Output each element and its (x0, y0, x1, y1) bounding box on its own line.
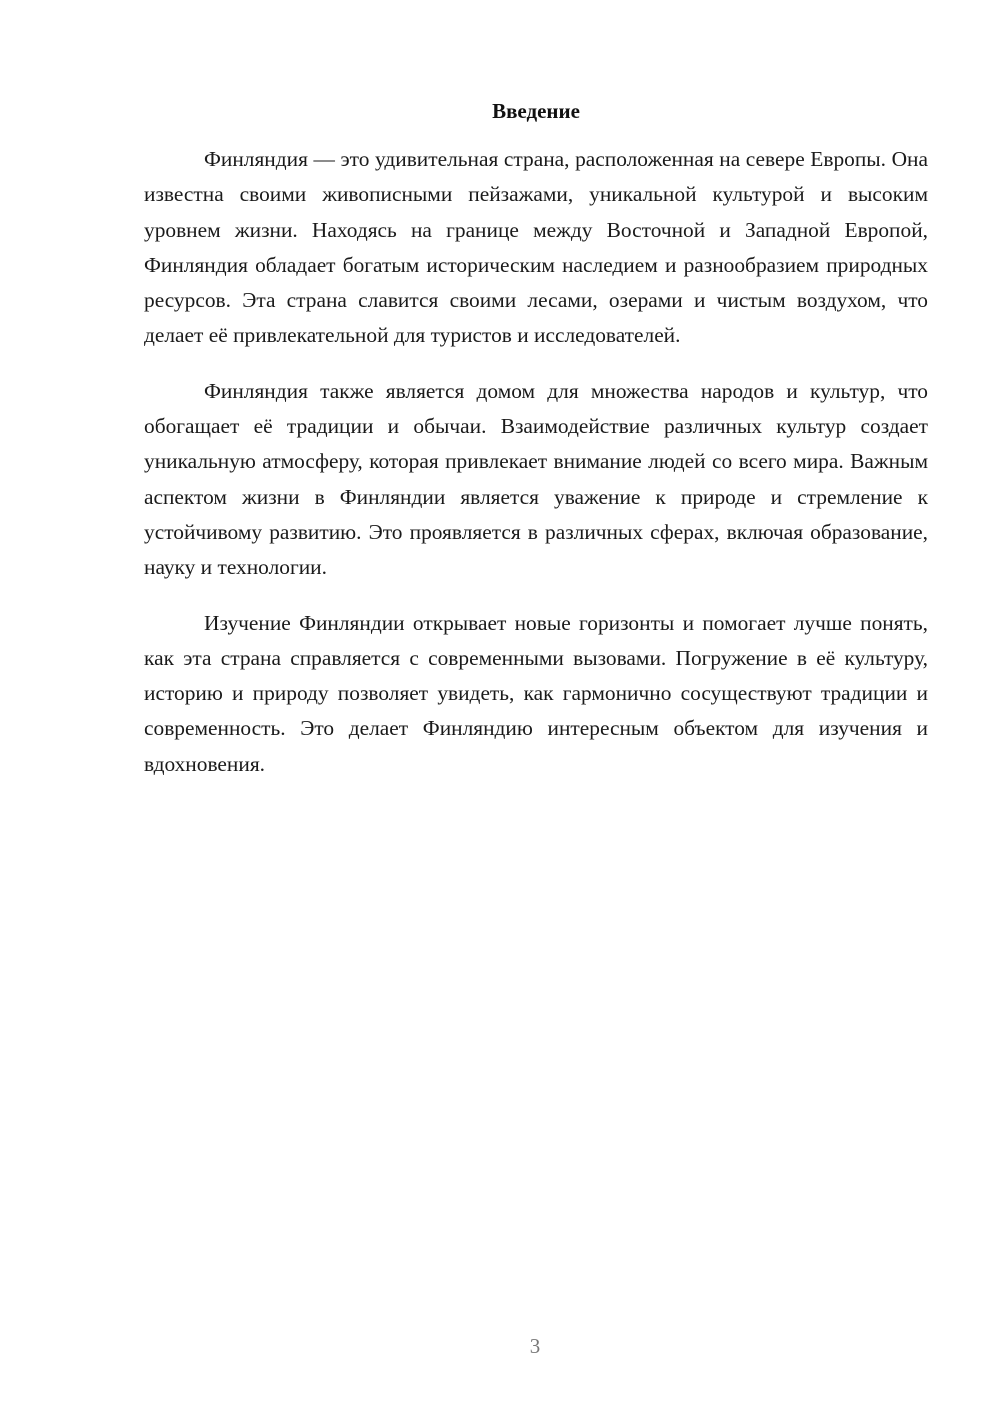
section-title: Введение (492, 99, 580, 123)
paragraph-3: Изучение Финляндии открывает новые горизонты и помогает лучше понять, как эта страна справляется с современными вызовами. Погружение в её культуру, историю и природу позволяет увидеть, как гармонично сосуществуют традиции и современность. Это делает Финляндию интересным объектом для изучения и вдохновения. (144, 610, 928, 776)
page-content (144, 96, 928, 782)
paragraph-2: Финляндия также является домом для множества народов и культур, что обогащает её традиции и обычаи. Взаимодействие различных культур создает уникальную атмосферу, которая привлекает внимание людей со всего мира. Важным аспектом жизни в Финляндии является уважение к природе и стремление к устойчивому развитию. Это проявляется в различных сферах, включая образование, науку и технологии. (144, 378, 928, 580)
paragraph-1: Финляндия — это удивительная страна, расположенная на севере Европы. Она известна своими живописными пейзажами, уникальной культурой и высоким уровнем жизни. Находясь на границе между Восточной и Западной Европой, Финляндия обладает богатым историческим наследием и разнообразием природных ресурсов. Эта страна славится своими лесами, озерами и чистым воздухом, что делает её привлекательной для туристов и исследователей. (144, 147, 928, 348)
page-number: 3 (529, 1334, 541, 1358)
